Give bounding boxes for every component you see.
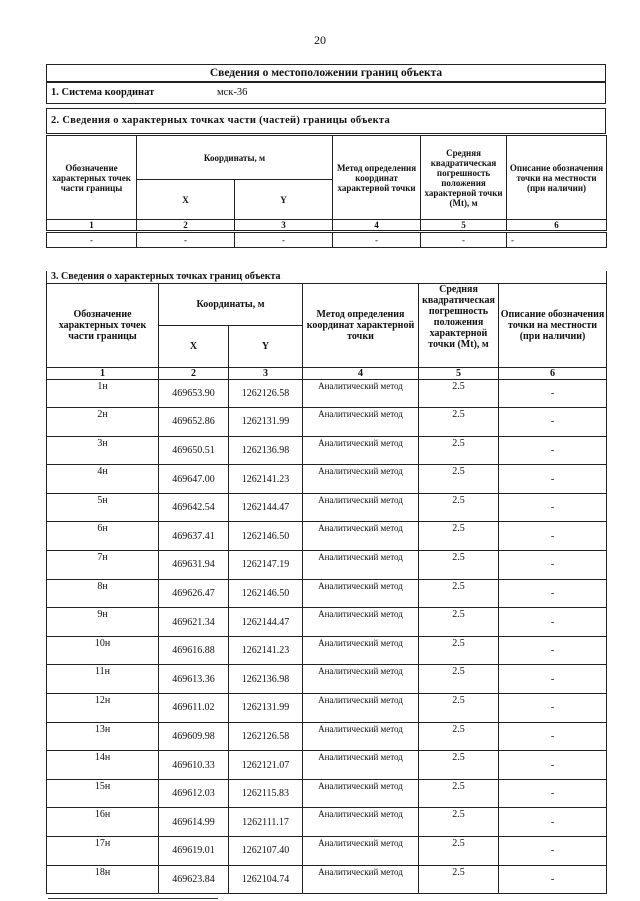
x-coordinate: 469610.33 [159,751,229,780]
description-cell: - [499,379,607,408]
section3-title: 3. Сведения о характерных точках границ объекта [47,271,607,283]
point-id: 13н [47,722,159,751]
y-coordinate: 1262144.47 [229,608,303,637]
coordinate-system-row [46,82,606,104]
table-row [47,837,607,866]
table-row [47,579,607,608]
table-row [47,722,607,751]
accuracy-cell: 2.5 [419,493,499,522]
s3-header-description: Описание обозначения точки на местности (при наличии) [499,283,607,367]
method-cell: Аналитический метод [303,436,419,465]
table-row [47,379,607,408]
footer-line [48,898,218,899]
s2-header-designation: Обозначение характерных точек части границы [47,136,137,220]
accuracy-cell: 2.5 [419,579,499,608]
method-cell: Аналитический метод [303,837,419,866]
s2-header-x: X [137,180,235,220]
s3-colnum: 6 [499,367,607,379]
method-cell: Аналитический метод [303,779,419,808]
method-cell: Аналитический метод [303,465,419,494]
table-row [47,865,607,894]
table-row [47,636,607,665]
page-number: 20 [314,33,326,47]
description-cell: - [499,551,607,580]
section3-rows [47,379,607,894]
method-cell: Аналитический метод [303,608,419,637]
section2-title: 2. Сведения о характерных точках части (частей) границы объекта [51,115,391,126]
y-coordinate: 1262146.50 [229,579,303,608]
method-cell: Аналитический метод [303,636,419,665]
x-coordinate: 469637.41 [159,522,229,551]
point-id: 15н [47,779,159,808]
accuracy-cell: 2.5 [419,694,499,723]
y-coordinate: 1262131.99 [229,408,303,437]
method-cell: Аналитический метод [303,722,419,751]
point-id: 7н [47,551,159,580]
accuracy-cell: 2.5 [419,522,499,551]
accuracy-cell: 2.5 [419,779,499,808]
description-cell: - [499,865,607,894]
section2-table [46,135,607,248]
s2-header-accuracy: Средняя квадратическая погрешность положения характерной точки (Mt), м [421,136,507,220]
method-cell: Аналитический метод [303,579,419,608]
method-cell: Аналитический метод [303,551,419,580]
s3-colnum: 3 [229,367,303,379]
accuracy-cell: 2.5 [419,436,499,465]
description-cell: - [499,465,607,494]
s2-colnum: 3 [235,220,333,232]
method-cell: Аналитический метод [303,379,419,408]
y-coordinate: 1262111.17 [229,808,303,837]
coordinate-system-label: 1. Система координат [51,87,155,98]
section3-table [46,271,607,894]
accuracy-cell: 2.5 [419,379,499,408]
method-cell: Аналитический метод [303,408,419,437]
table-row [47,694,607,723]
s2-header-coords: Координаты, м [137,136,333,180]
accuracy-cell: 2.5 [419,608,499,637]
y-coordinate: 1262126.58 [229,722,303,751]
description-cell: - [499,408,607,437]
accuracy-cell: 2.5 [419,808,499,837]
accuracy-cell: 2.5 [419,551,499,580]
s3-header-accuracy: Средняя квадратическая погрешность положения характерной точки (Mt), м [419,283,499,367]
table-row [47,408,607,437]
x-coordinate: 469609.98 [159,722,229,751]
s2-header-method: Метод определения координат характерной точки [333,136,421,220]
s2-empty-cell: - [333,232,421,248]
s2-colnum: 6 [507,220,607,232]
table-row [47,436,607,465]
accuracy-cell: 2.5 [419,751,499,780]
x-coordinate: 469652.86 [159,408,229,437]
method-cell: Аналитический метод [303,808,419,837]
document-title-band [46,64,606,82]
point-id: 1н [47,379,159,408]
description-cell: - [499,779,607,808]
accuracy-cell: 2.5 [419,865,499,894]
point-id: 5н [47,493,159,522]
s3-header-designation: Обозначение характерных точек части границы [47,283,159,367]
method-cell: Аналитический метод [303,665,419,694]
s2-empty-cell: - [47,232,137,248]
x-coordinate: 469653.90 [159,379,229,408]
section2-title-row [46,108,606,134]
y-coordinate: 1262147.19 [229,551,303,580]
accuracy-cell: 2.5 [419,636,499,665]
table-row [47,608,607,637]
point-id: 18н [47,865,159,894]
s3-header-method: Метод определения координат характерной точки [303,283,419,367]
description-cell: - [499,608,607,637]
s3-colnum: 5 [419,367,499,379]
point-id: 11н [47,665,159,694]
point-id: 8н [47,579,159,608]
s3-header-x: X [159,325,229,367]
point-id: 4н [47,465,159,494]
y-coordinate: 1262146.50 [229,522,303,551]
y-coordinate: 1262144.47 [229,493,303,522]
method-cell: Аналитический метод [303,522,419,551]
y-coordinate: 1262107.40 [229,837,303,866]
point-id: 9н [47,608,159,637]
method-cell: Аналитический метод [303,694,419,723]
s2-colnum: 1 [47,220,137,232]
x-coordinate: 469613.36 [159,665,229,694]
s2-empty-cell: - [421,232,507,248]
document-title: Сведения о местоположении границ объекта [209,67,443,79]
s2-empty-cell: - [235,232,333,248]
table-row [47,751,607,780]
s3-colnum: 4 [303,367,419,379]
description-cell: - [499,808,607,837]
table-row [47,522,607,551]
x-coordinate: 469650.51 [159,436,229,465]
point-id: 17н [47,837,159,866]
point-id: 2н [47,408,159,437]
y-coordinate: 1262104.74 [229,865,303,894]
description-cell: - [499,837,607,866]
description-cell: - [499,579,607,608]
accuracy-cell: 2.5 [419,722,499,751]
s2-colnum: 4 [333,220,421,232]
s3-header-coords: Координаты, м [159,283,303,325]
x-coordinate: 469642.54 [159,493,229,522]
table-row [47,665,607,694]
description-cell: - [499,751,607,780]
table-row [47,779,607,808]
x-coordinate: 469621.34 [159,608,229,637]
point-id: 16н [47,808,159,837]
table-row [47,551,607,580]
x-coordinate: 469647.00 [159,465,229,494]
method-cell: Аналитический метод [303,751,419,780]
x-coordinate: 469623.84 [159,865,229,894]
point-id: 6н [47,522,159,551]
y-coordinate: 1262136.98 [229,665,303,694]
accuracy-cell: 2.5 [419,465,499,494]
point-id: 12н [47,694,159,723]
y-coordinate: 1262141.23 [229,636,303,665]
description-cell: - [499,436,607,465]
description-cell: - [499,665,607,694]
y-coordinate: 1262136.98 [229,436,303,465]
point-id: 10н [47,636,159,665]
x-coordinate: 469631.94 [159,551,229,580]
description-cell: - [499,493,607,522]
x-coordinate: 469616.88 [159,636,229,665]
s2-colnum: 2 [137,220,235,232]
method-cell: Аналитический метод [303,865,419,894]
s3-colnum: 2 [159,367,229,379]
y-coordinate: 1262126.58 [229,379,303,408]
s2-colnum: 5 [421,220,507,232]
method-cell: Аналитический метод [303,493,419,522]
table-row [47,493,607,522]
description-cell: - [499,636,607,665]
s3-colnum: 1 [47,367,159,379]
s2-header-y: Y [235,180,333,220]
x-coordinate: 469611.02 [159,694,229,723]
x-coordinate: 469619.01 [159,837,229,866]
point-id: 3н [47,436,159,465]
description-cell: - [499,522,607,551]
accuracy-cell: 2.5 [419,665,499,694]
x-coordinate: 469626.47 [159,579,229,608]
table-row [47,465,607,494]
description-cell: - [499,722,607,751]
y-coordinate: 1262121.07 [229,751,303,780]
accuracy-cell: 2.5 [419,837,499,866]
description-cell: - [499,694,607,723]
y-coordinate: 1262115.83 [229,779,303,808]
coordinate-system-value: мск-36 [217,87,248,98]
x-coordinate: 469614.99 [159,808,229,837]
point-id: 14н [47,751,159,780]
s3-header-y: Y [229,325,303,367]
s2-header-description: Описание обозначения точки на местности (при наличии) [507,136,607,220]
accuracy-cell: 2.5 [419,408,499,437]
x-coordinate: 469612.03 [159,779,229,808]
s2-empty-cell: - [137,232,235,248]
table-row [47,808,607,837]
y-coordinate: 1262131.99 [229,694,303,723]
s2-empty-cell: - [507,232,607,248]
y-coordinate: 1262141.23 [229,465,303,494]
